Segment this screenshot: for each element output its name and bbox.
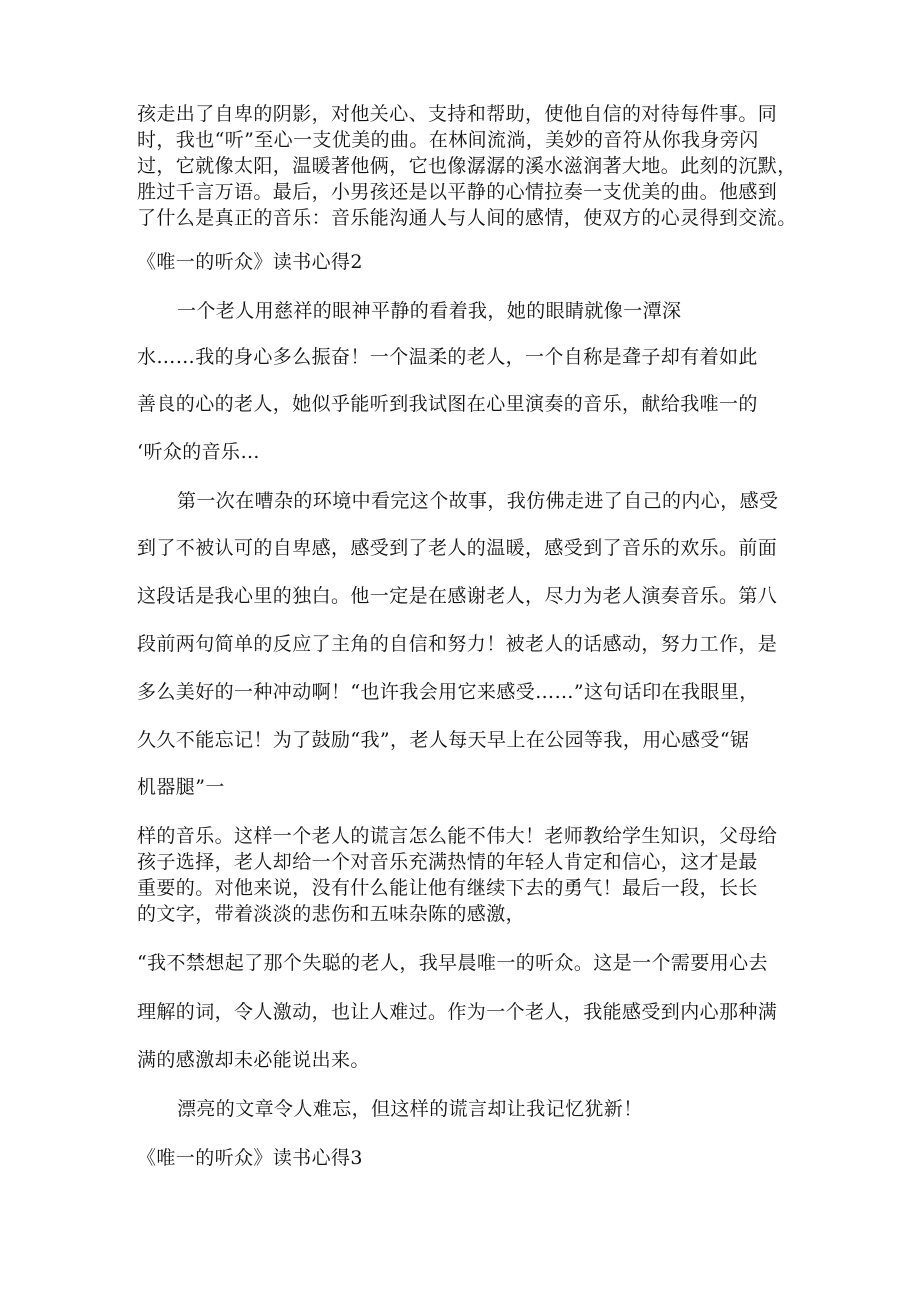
text-line: ‘听众的音乐… xyxy=(137,441,260,463)
text-line: 机器腿”一 xyxy=(137,776,225,798)
text-line: 水……我的身心多么振奋！一个温柔的老人，一个自称是聋子却有着如此 xyxy=(137,346,758,368)
text-line: 多么美好的一种冲动啊！“也许我会用它来感受……”这句话印在我眼里， xyxy=(137,681,759,703)
text-line: 久久不能忘记！为了鼓励“我”，老人每天早上在公园等我，用心感受“锯 xyxy=(137,729,750,751)
text-line: 了什么是真正的音乐：音乐能沟通人与人间的感情，使双方的心灵得到交流。 xyxy=(137,207,797,229)
text-line: 重要的。对他来说，没有什么能让他有继续下去的勇气！最后一段，长长 xyxy=(137,877,758,899)
text-line: 孩走出了自卑的阴影，对他关心、支持和帮助，使他自信的对待每件事。同 xyxy=(137,103,778,125)
text-line: 满的感激却未必能说出来。 xyxy=(137,1049,370,1071)
section-heading-2: 《唯一的听众》读书心得2 xyxy=(137,251,363,273)
text-line: 样的音乐。这样一个老人的谎言怎么能不伟大！老师教给学生知识，父母给 xyxy=(137,825,778,847)
section-heading-3: 《唯一的听众》读书心得3 xyxy=(137,1147,363,1169)
text-line: 的文字，带着淡淡的悲伤和五味杂陈的感激， xyxy=(137,903,526,925)
text-line: “我不禁想起了那个失聪的老人，我早晨唯一的听众。这是一个需要用心去 xyxy=(137,952,768,974)
text-line: 善良的心的老人，她似乎能听到我试图在心里演奏的音乐，献给我唯一的 xyxy=(137,393,758,415)
text-line: 胜过千言万语。最后，小男孩还是以平静的心情拉奏一支优美的曲。他感到 xyxy=(137,181,778,203)
text-line: 第一次在嘈杂的环境中看完这个故事，我仿佛走进了自己的内心，感受 xyxy=(177,490,779,512)
text-line: 这段话是我心里的独白。他一定是在感谢老人，尽力为老人演奏音乐。第八 xyxy=(137,585,778,607)
text-line: 段前两句简单的反应了主角的自信和努力！被老人的话感动，努力工作，是 xyxy=(137,633,778,655)
text-line: 时，我也“听”至心一支优美的曲。在林间流淌，美妙的音符从你我身旁闪 xyxy=(137,129,759,151)
text-line: 到了不被认可的自卑感，感受到了老人的温暖，感受到了音乐的欢乐。前面 xyxy=(137,537,778,559)
closing-line: 漂亮的文章令人难忘，但这样的谎言却让我记忆犹新！ xyxy=(177,1098,643,1120)
text-line: 孩子选择，老人却给一个对音乐充满热情的年轻人肯定和信心，这才是最 xyxy=(137,851,758,873)
text-line: 过，它就像太阳，温暖著他俩，它也像潺潺的溪水滋润著大地。此刻的沉默， xyxy=(137,155,797,177)
text-line: 理解的词，令人激动，也让人难过。作为一个老人，我能感受到内心那种满 xyxy=(137,1001,778,1023)
text-line: 一个老人用慈祥的眼神平静的看着我，她的眼睛就像一潭深 xyxy=(177,300,682,322)
